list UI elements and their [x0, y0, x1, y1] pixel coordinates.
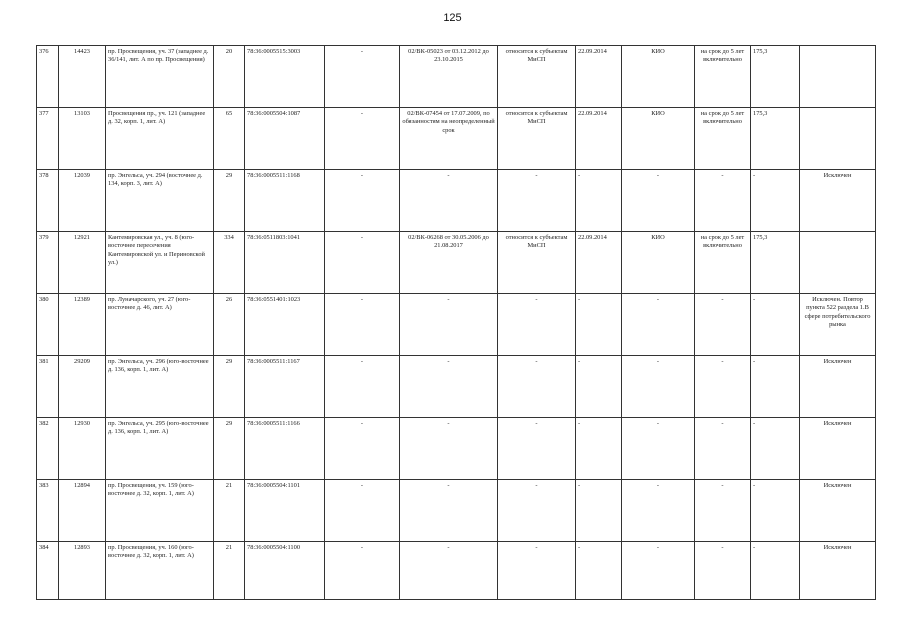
registry-table — [36, 45, 876, 600]
cell-price: 175,3 — [751, 108, 800, 170]
cell-price: - — [751, 418, 800, 480]
table-row — [37, 46, 876, 108]
cell-address: пр. Луначарского, уч. 27 (юго-восточнее д. 46, лит. А) — [106, 294, 214, 356]
cell-date: - — [576, 294, 622, 356]
cell-col5: - — [325, 108, 400, 170]
cell-date: 22.09.2014 — [576, 46, 622, 108]
table-row — [37, 356, 876, 418]
page-number: 125 — [443, 12, 462, 24]
cell-area: 20 — [214, 46, 245, 108]
cell-date: 22.09.2014 — [576, 232, 622, 294]
cell-term: - — [695, 294, 751, 356]
table-row — [37, 108, 876, 170]
cell-term: на срок до 5 лет включительно — [695, 232, 751, 294]
cell-term: на срок до 5 лет включительно — [695, 108, 751, 170]
cell-price: - — [751, 170, 800, 232]
cell-note: Исключен — [800, 170, 876, 232]
cell-col5: - — [325, 294, 400, 356]
cell-date: - — [576, 418, 622, 480]
cell-kio: КИО — [622, 46, 695, 108]
cell-kio: - — [622, 542, 695, 600]
cell-cadastral: 78:36:0551401:1023 — [245, 294, 325, 356]
cell-cadastral: 78:36:0005504:1101 — [245, 480, 325, 542]
cell-note — [800, 232, 876, 294]
cell-area: 21 — [214, 542, 245, 600]
cell-address: пр. Энгельса, уч. 296 (юго-восточнее д. 136, корп. 1, лит. А) — [106, 356, 214, 418]
cell-price: - — [751, 294, 800, 356]
cell-area: 29 — [214, 418, 245, 480]
cell-term: на срок до 5 лет включительно — [695, 46, 751, 108]
cell-id: 12894 — [59, 480, 106, 542]
cell-price: 175,3 — [751, 46, 800, 108]
cell-subject: - — [498, 480, 576, 542]
cell-price: - — [751, 356, 800, 418]
table-row — [37, 232, 876, 294]
cell-id: 13103 — [59, 108, 106, 170]
cell-col5: - — [325, 170, 400, 232]
cell-cadastral: 78:36:0005504:1100 — [245, 542, 325, 600]
cell-kio: - — [622, 356, 695, 418]
cell-note: Исключен — [800, 418, 876, 480]
cell-note — [800, 108, 876, 170]
cell-area: 26 — [214, 294, 245, 356]
cell-col5: - — [325, 46, 400, 108]
cell-kio: - — [622, 170, 695, 232]
cell-cadastral: 78:36:0511803:1041 — [245, 232, 325, 294]
cell-address: пр. Просвещения, уч. 160 (юго-восточнее д. 32, корп. 1, лит. А) — [106, 542, 214, 600]
cell-cadastral: 78:36:0005511:1166 — [245, 418, 325, 480]
cell-kio: - — [622, 480, 695, 542]
cell-kio: КИО — [622, 232, 695, 294]
cell-num: 382 — [37, 418, 59, 480]
cell-date: 22.09.2014 — [576, 108, 622, 170]
cell-num: 376 — [37, 46, 59, 108]
cell-term: - — [695, 356, 751, 418]
table-row — [37, 418, 876, 480]
cell-price: 175,3 — [751, 232, 800, 294]
cell-price: - — [751, 542, 800, 600]
cell-id: 12389 — [59, 294, 106, 356]
cell-decision: - — [400, 170, 498, 232]
cell-note — [800, 46, 876, 108]
cell-date: - — [576, 542, 622, 600]
cell-kio: - — [622, 418, 695, 480]
table-row — [37, 170, 876, 232]
table-row — [37, 542, 876, 600]
cell-id: 12930 — [59, 418, 106, 480]
cell-address: пр. Энгельса, уч. 295 (юго-восточнее д. 136, корп. 1, лит. А) — [106, 418, 214, 480]
cell-num: 377 — [37, 108, 59, 170]
cell-col5: - — [325, 418, 400, 480]
cell-term: - — [695, 170, 751, 232]
cell-subject: относится к субъектам МиСП — [498, 46, 576, 108]
cell-area: 21 — [214, 480, 245, 542]
cell-num: 381 — [37, 356, 59, 418]
cell-num: 378 — [37, 170, 59, 232]
cell-note: Исключен — [800, 356, 876, 418]
cell-num: 380 — [37, 294, 59, 356]
cell-kio: КИО — [622, 108, 695, 170]
cell-subject: - — [498, 356, 576, 418]
cell-id: 12921 — [59, 232, 106, 294]
table-row — [37, 294, 876, 356]
cell-decision: 02/ВК-05023 от 03.12.2012 до 23.10.2015 — [400, 46, 498, 108]
cell-term: - — [695, 480, 751, 542]
cell-kio: - — [622, 294, 695, 356]
cell-address: Кантемировская ул., уч. 8 (юго-восточнее пересечения Кантемировской ул. и Периновской ул.) — [106, 232, 214, 294]
cell-num: 384 — [37, 542, 59, 600]
cell-area: 29 — [214, 356, 245, 418]
cell-decision: 02/ВК-06268 от 30.05.2006 до 21.08.2017 — [400, 232, 498, 294]
cell-term: - — [695, 418, 751, 480]
cell-area: 65 — [214, 108, 245, 170]
cell-decision: - — [400, 542, 498, 600]
cell-area: 334 — [214, 232, 245, 294]
cell-decision: - — [400, 356, 498, 418]
table-body — [37, 46, 876, 600]
cell-id: 12039 — [59, 170, 106, 232]
cell-subject: - — [498, 170, 576, 232]
cell-note: Исключен — [800, 542, 876, 600]
cell-area: 29 — [214, 170, 245, 232]
cell-decision: 02/ВК-07454 от 17.07.2009, по обязанностям на неопределенный срок — [400, 108, 498, 170]
cell-col5: - — [325, 232, 400, 294]
cell-address: пр. Просвещения, уч. 37 (западнее д. 36/141, лит. А по пр. Просвещения) — [106, 46, 214, 108]
table-row — [37, 480, 876, 542]
cell-decision: - — [400, 480, 498, 542]
cell-num: 379 — [37, 232, 59, 294]
cell-cadastral: 78:36:0005504:1087 — [245, 108, 325, 170]
cell-address: пр. Энгельса, уч. 294 (восточнее д. 134, корп. 3, лит. А) — [106, 170, 214, 232]
cell-subject: - — [498, 294, 576, 356]
cell-decision: - — [400, 418, 498, 480]
cell-subject: относится к субъектам МиСП — [498, 108, 576, 170]
cell-subject: относится к субъектам МиСП — [498, 232, 576, 294]
cell-note: Исключен. Повтор пункта 522 раздела 1.В сфере потребительского рынка — [800, 294, 876, 356]
cell-term: - — [695, 542, 751, 600]
cell-col5: - — [325, 480, 400, 542]
cell-col5: - — [325, 356, 400, 418]
cell-cadastral: 78:36:0005515:3003 — [245, 46, 325, 108]
cell-id: 29209 — [59, 356, 106, 418]
cell-decision: - — [400, 294, 498, 356]
cell-subject: - — [498, 542, 576, 600]
cell-num: 383 — [37, 480, 59, 542]
cell-cadastral: 78:36:0005511:1167 — [245, 356, 325, 418]
cell-address: Просвещения пр., уч. 121 (западнее д. 32, корп. 1, лит. А) — [106, 108, 214, 170]
cell-id: 12893 — [59, 542, 106, 600]
cell-cadastral: 78:36:0005511:1168 — [245, 170, 325, 232]
cell-date: - — [576, 170, 622, 232]
cell-col5: - — [325, 542, 400, 600]
cell-id: 14423 — [59, 46, 106, 108]
cell-address: пр. Просвещения, уч. 159 (юго-восточнее д. 32, корп. 1, лит. А) — [106, 480, 214, 542]
cell-subject: - — [498, 418, 576, 480]
cell-date: - — [576, 356, 622, 418]
cell-note: Исключен — [800, 480, 876, 542]
cell-date: - — [576, 480, 622, 542]
cell-price: - — [751, 480, 800, 542]
